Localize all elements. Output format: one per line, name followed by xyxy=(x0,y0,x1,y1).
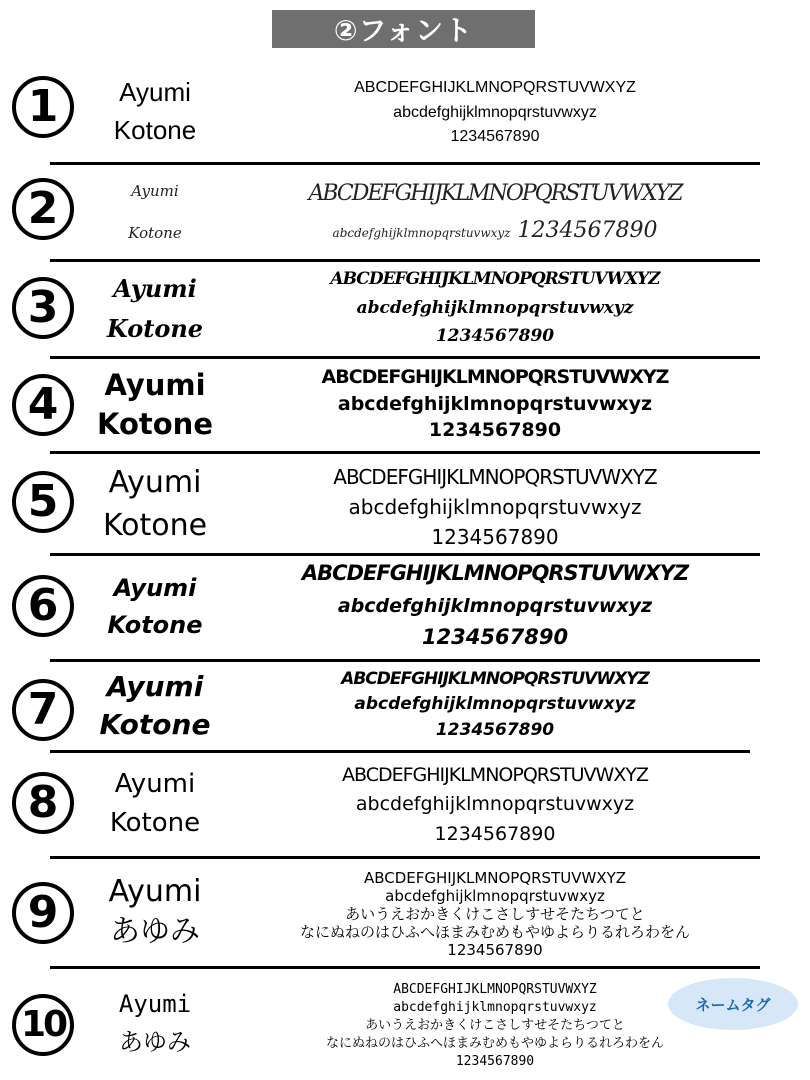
digits-sample: 1234567890 xyxy=(435,326,555,347)
row-number-badge: 3 xyxy=(12,277,74,339)
name-sample xyxy=(85,455,225,553)
name-sample-1: Ayumi xyxy=(106,670,204,704)
name-sample xyxy=(85,970,225,1076)
alphabet-sample xyxy=(240,72,750,154)
name-sample xyxy=(85,263,225,355)
kana-sample-1: あいうえおかきくけこさしすせそたちつてと xyxy=(345,905,645,923)
name-sample-1: Ayumi xyxy=(131,182,179,200)
font-row-8 xyxy=(0,754,810,854)
row-divider xyxy=(50,659,760,662)
alphabet-sample xyxy=(240,762,750,848)
name-sample-2: Kotone xyxy=(109,808,201,838)
name-sample xyxy=(85,360,225,450)
alphabet-sample xyxy=(240,665,750,745)
row-divider xyxy=(50,750,750,753)
digits-sample: 1234567890 xyxy=(421,625,569,650)
uppercase-sample: ABCDEFGHIJKLMNOPQRSTUVWXYZ xyxy=(393,981,597,997)
alphabet-sample xyxy=(240,866,750,962)
lowercase-sample: abcdefghijklmnopqrstuvwxyz xyxy=(385,887,605,905)
digits-sample: 1234567890 xyxy=(447,941,543,959)
name-sample-1: Ayumi xyxy=(114,769,196,799)
row-divider xyxy=(50,356,760,359)
lowercase-sample: abcdefghijklmnopqrstuvwxyz xyxy=(337,594,653,617)
name-sample xyxy=(85,166,225,258)
row-number-badge: 7 xyxy=(12,679,74,741)
lowercase-sample: abcdefghijklmnopqrstuvwxyz xyxy=(348,495,642,519)
name-tag-badge: ネームタグ xyxy=(668,978,798,1030)
lowercase-sample: abcdefghijklmnopqrstuvwxyz xyxy=(393,999,597,1015)
name-sample-2: Kotone xyxy=(97,407,213,441)
lowercase-sample: abcdefghijklmnopqrstuvwxyz xyxy=(332,226,511,240)
font-row-4 xyxy=(0,360,810,450)
kana-sample-2: なにぬねのはひふへほまみむめもやゆよらりるれろわをん xyxy=(299,923,690,941)
lowercase-sample: abcdefghijklmnopqrstuvwxyz xyxy=(355,793,635,816)
uppercase-sample: ABCDEFGHIJKLMNOPQRSTUVWXYZ xyxy=(354,78,636,96)
digits-sample: 1234567890 xyxy=(435,719,555,740)
digits-sample: 1234567890 xyxy=(428,419,562,442)
font-row-5 xyxy=(0,455,810,553)
name-sample xyxy=(85,663,225,749)
row-divider xyxy=(50,553,760,556)
alphabet-sample xyxy=(240,362,750,446)
uppercase-sample: ABCDEFGHIJKLMNOPQRSTUVWXYZ xyxy=(330,268,660,289)
name-sample-2: あゆみ xyxy=(110,914,200,949)
name-sample-2: Kotone xyxy=(107,611,203,639)
name-sample-1: Ayumi xyxy=(113,573,197,602)
row-number-badge: 8 xyxy=(12,772,74,834)
uppercase-sample: ABCDEFGHIJKLMNOPQRSTUVWXYZ xyxy=(341,668,649,689)
lowercase-sample: abcdefghijklmnopqrstuvwxyz xyxy=(356,297,634,318)
row-number-badge: 2 xyxy=(12,178,74,240)
alphabet-sample xyxy=(240,559,750,653)
name-sample xyxy=(85,754,225,854)
name-sample-2: Kotone xyxy=(128,224,182,242)
row-divider xyxy=(50,966,760,969)
row-number-badge: 4 xyxy=(12,374,74,436)
uppercase-sample: ABCDEFGHIJKLMNOPQRSTUVWXYZ xyxy=(333,465,657,489)
name-sample xyxy=(85,62,225,162)
digits-sample: 1234567890 xyxy=(431,525,559,549)
lower-digits-line xyxy=(333,212,658,249)
row-divider xyxy=(50,162,760,165)
row-divider xyxy=(50,856,760,859)
digits-sample: 1234567890 xyxy=(450,128,540,146)
name-sample-1: Ayumi xyxy=(113,274,197,304)
name-sample-1: Ayumi xyxy=(119,77,191,108)
font-row-1 xyxy=(0,62,810,162)
name-sample-1: Ayumi xyxy=(118,989,192,1018)
kana-sample-2: なにぬねのはひふへほまみむめもやゆよらりるれろわをん xyxy=(325,1036,664,1052)
font-row-7 xyxy=(0,663,810,749)
name-sample-2: Kotone xyxy=(113,115,197,145)
row-number-badge: 9 xyxy=(12,882,74,944)
font-row-6 xyxy=(0,557,810,657)
alphabet-sample xyxy=(240,263,750,353)
lowercase-sample: abcdefghijklmnopqrstuvwxyz xyxy=(337,392,653,415)
row-number-badge: 10 xyxy=(12,994,74,1056)
name-sample-2: Kotone xyxy=(102,508,208,543)
row-divider xyxy=(50,451,760,454)
row-number-badge: 5 xyxy=(12,471,74,533)
font-row-2 xyxy=(0,166,810,258)
page-title: ②フォント xyxy=(272,10,535,48)
alphabet-sample xyxy=(240,170,750,254)
name-sample xyxy=(85,557,225,657)
kana-sample-1: あいうえおかきくけこさしすせそたちつてと xyxy=(365,1017,625,1033)
uppercase-sample: ABCDEFGHIJKLMNOPQRSTUVWXYZ xyxy=(308,180,682,206)
name-sample-2: Kotone xyxy=(99,708,211,741)
name-sample xyxy=(85,860,225,964)
name-sample-1: Ayumi xyxy=(104,367,206,402)
uppercase-sample: ABCDEFGHIJKLMNOPQRSTUVWXYZ xyxy=(301,561,689,586)
row-number-badge: 6 xyxy=(12,575,74,637)
alphabet-sample xyxy=(240,461,750,553)
digits-sample: 1234567890 xyxy=(517,218,658,243)
uppercase-sample: ABCDEFGHIJKLMNOPQRSTUVWXYZ xyxy=(321,366,669,389)
font-row-9 xyxy=(0,860,810,964)
row-divider xyxy=(50,259,760,262)
uppercase-sample: ABCDEFGHIJKLMNOPQRSTUVWXYZ xyxy=(342,763,648,786)
digits-sample: 1234567890 xyxy=(434,822,556,845)
row-number-badge: 1 xyxy=(12,76,74,138)
name-sample-1: Ayumi xyxy=(108,873,202,909)
name-sample-2: あゆみ xyxy=(119,1028,191,1056)
name-sample-2: Kotone xyxy=(106,314,204,343)
font-row-3 xyxy=(0,263,810,355)
lowercase-sample: abcdefghijklmnopqrstuvwxyz xyxy=(354,694,636,715)
digits-sample: 1234567890 xyxy=(455,1054,535,1070)
lowercase-sample: abcdefghijklmnopqrstuvwxyz xyxy=(393,103,597,121)
name-sample-1: Ayumi xyxy=(108,464,202,500)
uppercase-sample: ABCDEFGHIJKLMNOPQRSTUVWXYZ xyxy=(363,869,627,887)
